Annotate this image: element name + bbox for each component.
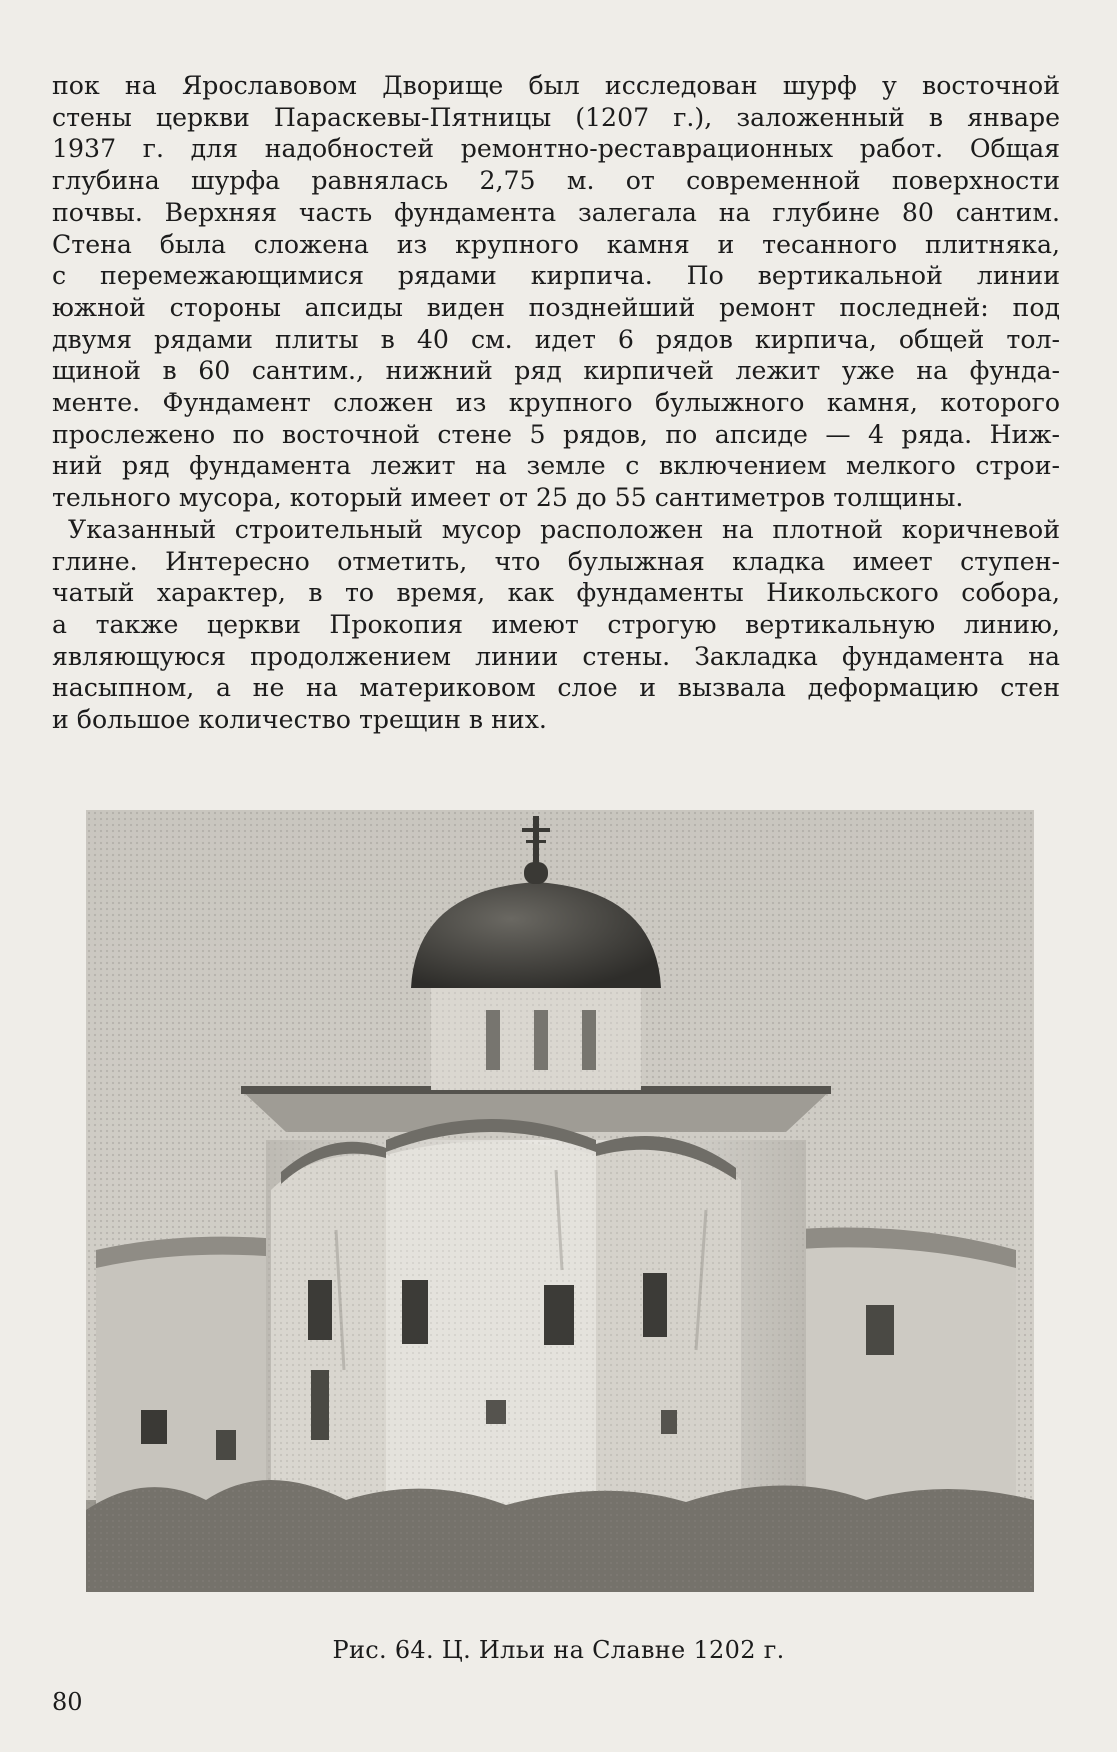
text-line: и большое количество трещин в них. <box>52 705 547 735</box>
text-line: тельного мусора, который имеет от 25 до 55 сантиметров толщины. <box>52 483 964 513</box>
text-line: Указанный строительный мусор расположен на плотной коричневой <box>68 514 1060 544</box>
text-line: южной стороны апсиды виден позднейший ремонт последней: под <box>52 292 1060 322</box>
text-line: являющуюся продолжением линии стены. Закладка фундамента на <box>52 641 1060 671</box>
figure-caption: Рис. 64. Ц. Ильи на Славне 1202 г. <box>332 1636 785 1664</box>
text-line: пок на Ярославовом Дворище был исследован шурф у восточной <box>52 71 1060 100</box>
text-line: прослежено по восточной стене 5 рядов, по апсиде — 4 ряда. Ниж- <box>52 419 1060 449</box>
text-line: глине. Интересно отметить, что булыжная кладка имеет ступен- <box>52 546 1060 576</box>
text-line: с перемежающимися рядами кирпича. По вертикальной линии <box>52 261 1060 291</box>
text-line: менте. Фундамент сложен из крупного булыжного камня, которого <box>52 388 1060 418</box>
text-line: щиной в 60 сантим., нижний ряд кирпичей лежит уже на фунда- <box>52 356 1060 386</box>
text-line: стены церкви Параскевы-Пятницы (1207 г.), заложенный в январе <box>52 102 1060 132</box>
text-line: а также церкви Прокопия имеют строгую вертикальную линию, <box>52 609 1060 639</box>
text-line: насыпном, а не на материковом слое и вызвала деформацию стен <box>52 673 1060 703</box>
text-line: ний ряд фундамента лежит на земле с включением мелкого строи- <box>52 451 1060 481</box>
text-line: 1937 г. для надобностей ремонтно-реставрационных работ. Общая <box>52 134 1060 164</box>
text-line: Стена была сложена из крупного камня и тесанного плитняка, <box>52 229 1060 259</box>
text-line: почвы. Верхняя часть фундамента залегала на глубине 80 сантим. <box>52 197 1060 227</box>
text-line: двумя рядами плиты в 40 см. идет 6 рядов кирпича, общей тол- <box>52 324 1060 354</box>
page-number: 80 <box>52 1688 83 1716</box>
text-line: чатый характер, в то время, как фундаменты Никольского собора, <box>52 578 1060 608</box>
church-photograph <box>86 810 1034 1592</box>
text-line: глубина шурфа равнялась 2,75 м. от современной поверхности <box>52 166 1060 196</box>
body-text <box>52 70 1060 736</box>
